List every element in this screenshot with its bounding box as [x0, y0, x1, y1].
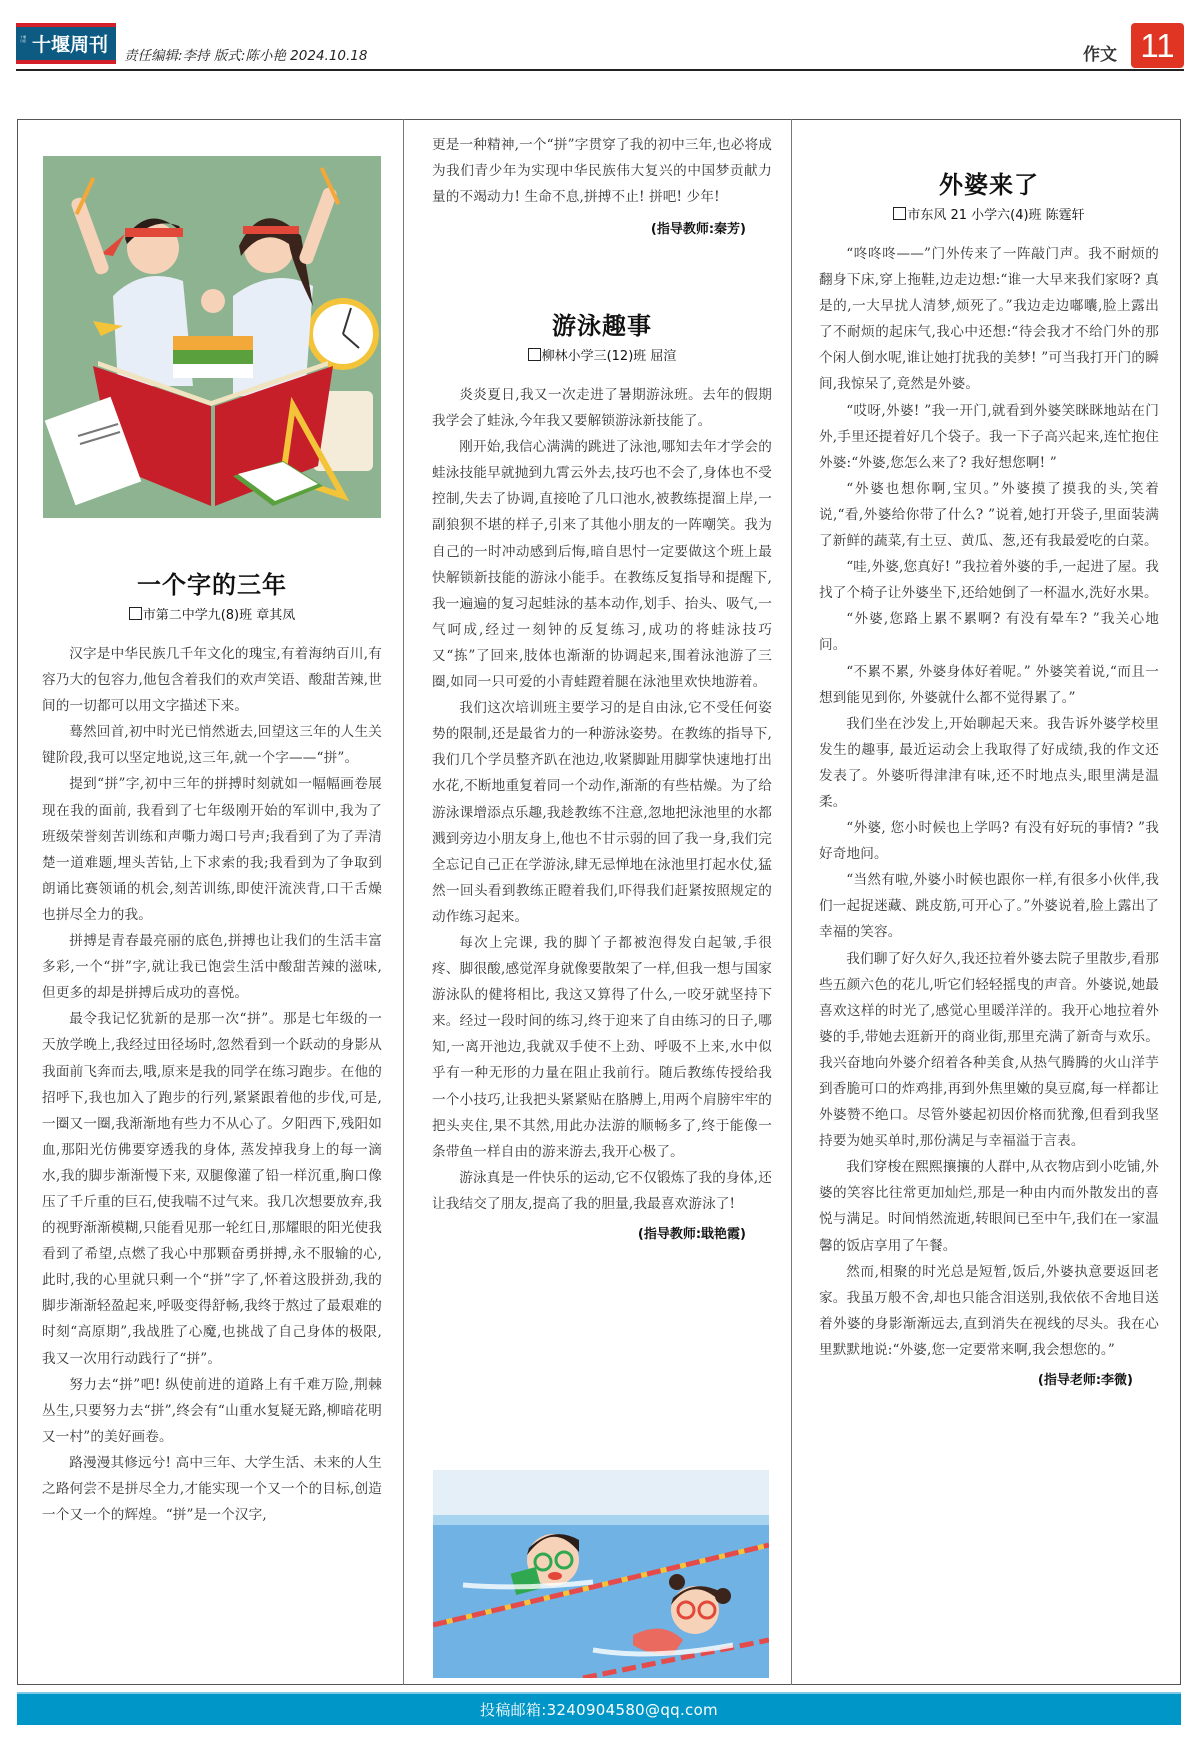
paragraph: 蓦然回首,初中时光已悄然逝去,回望这三年的人生关键阶段,我可以坚定地说,这三年,就一个字——“拼”。 [42, 724, 382, 767]
page-number-badge: 11 [1131, 23, 1184, 68]
article-3 [819, 165, 1159, 1388]
article-title: 游泳趣事 [552, 311, 652, 340]
teacher-credit: (指导老师:李微) [1037, 1373, 1133, 1389]
students-illustration-art [43, 156, 381, 518]
article-byline [432, 345, 772, 364]
paragraph: 刚开始,我信心满满的跳进了泳池,哪知去年才学会的蛙泳技能早就抛到九霄云外去,技巧也不会了,身体也不受控制,失去了协调,直接呛了几口池水,被教练提溜上岸,一副狼狈不堪的样子,引来了其他小朋友的一阵嘲笑。我为自己的一时冲动感到后悔,暗自思忖一定要做这个班上最快解锁新技能的游泳小能手。在教练反复指导和提醒下,我一遍遍的复习起蛙泳的基本动作,划手、抬头、吸气,一气呵成,经过一刻钟的反复练习,成功的将蛙泳技巧又“拣”了回来,肢体也渐渐的协调起来,围着泳池游了三圈,如同一只可爱的小青蛙蹬着腿在泳池里欢快地游着。 [432, 439, 772, 691]
article-body [432, 382, 772, 1217]
article-body [432, 132, 772, 210]
paragraph: 更是一种精神,一个“拼”字贯穿了我的初中三年,也必将成为我们青少年为实现中华民族伟大复兴的中国梦贡献力量的不竭动力! 生命不息,拼搏不止! 拼吧! 少年! [432, 137, 772, 206]
editor-credits: 责任编辑:李持 版式:陈小艳 2024.10.18 [124, 48, 368, 64]
paragraph: 我们坐在沙发上,开始聊起天来。我告诉外婆学校里发生的趣事, 最近运动会上我取得了好成绩,我的作文还发表了。外婆听得津津有味,还不时地点头,眼里满是温柔。 [819, 715, 1159, 810]
section-name: 作文 [1083, 45, 1117, 65]
masthead-small-text: 十堰日报 [20, 35, 27, 43]
article-byline [42, 604, 382, 623]
header-divider [16, 69, 1184, 71]
article-1 [42, 565, 382, 1528]
masthead-logo [16, 23, 116, 64]
byline-box-icon [528, 348, 541, 361]
paragraph: “哇,外婆,您真好! ”我拉着外婆的手,一起进了屋。我找了个椅子让外婆坐下,还给她倒了一杯温水,洗好水果。 [819, 559, 1159, 602]
article-1-continued [432, 132, 772, 237]
paragraph: 游泳真是一件快乐的运动,它不仅锻炼了我的身体,还让我结交了朋友,提高了我的胆量,我最喜欢游泳了! [432, 1169, 772, 1212]
paragraph: “外婆,您路上累不累啊? 有没有晕车? ”我关心地问。 [819, 611, 1159, 654]
teacher-credit: (指导教师:秦芳) [650, 222, 746, 238]
article-title: 外婆来了 [939, 170, 1039, 199]
paragraph: “当然有啦,外婆小时候也跟你一样,有很多小伙伴,我们一起捉迷藏、跳皮筋,可开心了。”外婆说着,脸上露出了幸福的笑容。 [819, 872, 1159, 941]
students-illustration [43, 156, 381, 518]
article-2 [432, 306, 772, 1242]
footer-bar [17, 1692, 1181, 1725]
paragraph: “不累不累, 外婆身体好着呢。” 外婆笑着说,“而且一想到能见到你, 外婆就什么都不觉得累了。” [819, 663, 1159, 706]
byline-box-icon [129, 607, 142, 620]
byline-text: 柳林小学三(12)班 屈渲 [541, 349, 677, 364]
article-body [819, 241, 1159, 1363]
paragraph: “外婆也想你啊,宝贝。”外婆摸了摸我的头,笑着说,“看,外婆给你带了什么? ”说着,她打开袋子,里面装满了新鲜的蔬菜,有土豆、黄瓜、葱,还有我最爱吃的白菜。 [819, 480, 1159, 550]
byline-box-icon [893, 207, 906, 220]
paragraph: 最令我记忆犹新的是那一次“拼”。那是七年级的一天放学晚上,我经过田径场时,忽然看到一个跃动的身影从我面前飞奔而去,哦,原来是我的同学在练习跑步。在他的招呼下,我也加入了跑步的行列,紧紧跟着他的步伐,可是,一圈又一圈,我渐渐地有些力不从心了。夕阳西下,残阳如血,那阳光仿佛要穿透我的身体, 蒸发掉我身上的每一滴水,我的脚步渐渐慢下来, 双腿像灌了铅一样沉重,胸口像压了千斤重的巨石,使我喘不过气来。我几次想要放弃,我的视野渐渐模糊,只能看见那一轮红日,那耀眼的阳光使我看到了希望,点燃了我心中那颗奋勇拼搏,永不服输的心,此时,我的心里就只剩一个“拼”字了,怀着这股拼劲,我的脚步渐渐轻盈起来,呼吸变得舒畅,我终于熬过了最艰难的时刻“高原期”,我战胜了心魔,也挑战了自己身体的极限,我又一次用行动践行了“拼”。 [42, 1011, 382, 1367]
paragraph: 炎炎夏日,我又一次走进了暑期游泳班。去年的假期我学会了蛙泳,今年我又要解锁游泳新技能了。 [432, 387, 772, 430]
swimming-illustration [433, 1470, 769, 1678]
paragraph: 我们穿梭在熙熙攘攘的人群中,从衣物店到小吃铺,外婆的笑容比往常更加灿烂,那是一种由内而外散发出的喜悦与满足。时间悄然流逝,转眼间已至中午,我们在一家温馨的饭店享用了午餐。 [819, 1159, 1159, 1254]
paragraph: 我们聊了好久好久,我还拉着外婆去院子里散步,看那些五颜六色的花儿,听它们轻轻摇曳的声音。外婆说,她最喜欢这样的时光了,感觉心里暖洋洋的。我开心地拉着外婆的手,带她去逛新开的商业街,那里充满了新奇与欢乐。我兴奋地向外婆介绍着各种美食,从热气腾腾的火山洋芋到香脆可口的炸鸡排,再到外焦里嫩的臭豆腐,每一样都让外婆赞不绝口。尽管外婆起初因价格而犹豫,但看到我坚持要为她买单时,那份满足与幸福溢于言表。 [819, 950, 1159, 1150]
column-divider [403, 119, 404, 1685]
paragraph: 汉字是中华民族几千年文化的瑰宝,有着海纳百川,有容乃大的包容力,他包含着我们的欢声笑语、酸甜苦辣,世间的一切都可以用文字描述下来。 [42, 646, 382, 715]
paragraph: 每次上完课, 我的脚丫子都被泡得发白起皱,手很疼、脚很酸,感觉浑身就像要散架了一样,但我一想与国家游泳队的健将相比, 我这又算得了什么,一咬牙就坚持下来。经过一段时间的练习,终于迎来了自由练习的日子,哪知,一离开池边,我就双手使不上劲、呼吸不上来,水中似乎有一种无形的力量在阻止我前行。随后教练传授给我一个小技巧,让我把头紧紧贴在胳膊上,用两个肩膀牢牢的把头夹住,果不其然,用此办法游的顺畅多了,终于能像一条带鱼一样自由的游来游去,我开心极了。 [432, 934, 772, 1160]
paragraph: “哎呀,外婆! ”我一开门,就看到外婆笑眯眯地站在门外,手里还提着好几个袋子。我一下子高兴起来,连忙抱住外婆:“外婆,您怎么来了? 我好想您啊! ” [819, 402, 1159, 471]
paragraph: 然而,相聚的时光总是短暂,饭后,外婆执意要返回老家。我虽万般不舍,却也只能含泪送别,我依依不舍地目送着外婆的身影渐渐远去,直到消失在视线的尽头。我在心里默默地说:“外婆,您一定要常来啊,我会想您的。” [819, 1263, 1159, 1358]
paragraph: 拼搏是青春最亮丽的底色,拼搏也让我们的生活丰富多彩,一个“拼”字,就让我已饱尝生活中酸甜苦辣的滋味,但更多的却是拼搏后成功的喜悦。 [42, 933, 382, 1002]
article-title: 一个字的三年 [137, 570, 287, 599]
article-byline [819, 204, 1159, 223]
paragraph: 我们这次培训班主要学习的是自由泳,它不受任何姿势的限制,还是最省力的一种游泳姿势。在教练的指导下,我们几个学员整齐趴在池边,收紧脚趾用脚掌快速地打出水花,不断地重复着同一个动作,渐渐的有些枯燥。为了给游泳课增添点乐趣,我趁教练不注意,忽地把泳池里的水都溅到旁边小朋友身上,他也不甘示弱的回了我一身,我们完全忘记自己正在学游泳,肆无忌惮地在泳池里打起水仗,猛然一回头看到教练正瞪着我们,吓得我们赶紧按照规定的动作练习起来。 [432, 700, 772, 925]
article-body [42, 641, 382, 1528]
paragraph: 努力去“拼”吧! 纵使前进的道路上有千难万险,荆棘丛生,只要努力去“拼”,终会有“山重水复疑无路,柳暗花明又一村”的美好画卷。 [42, 1376, 382, 1445]
submission-email[interactable]: 投稿邮箱:3240904580@qq.com [480, 1701, 718, 1719]
paragraph: 提到“拼”字,初中三年的拼搏时刻就如一幅幅画卷展现在我的面前, 我看到了七年级刚开始的军训中,我为了班级荣誉刻苦训练和声嘶力竭口号声;我看到了为了弄清楚一道难题,埋头苦钻,上下求索的我;我看到为了争取到朗诵比赛领诵的机会,刻苦训练,即使汗流浃背,口干舌燥也拼尽全力的我。 [42, 776, 382, 923]
teacher-credit: (指导教师:戢艳霞) [637, 1227, 746, 1242]
masthead-title: 十堰周刊 [31, 34, 108, 56]
byline-text: 市东风 21 小学六(4)班 陈霆轩 [907, 208, 1085, 223]
paragraph: “外婆, 您小时候也上学吗? 有没有好玩的事情? ”我好奇地问。 [819, 820, 1159, 863]
column-divider [791, 119, 792, 1685]
swimming-illustration-art [433, 1470, 769, 1678]
byline-text: 市第二中学九(8)班 章其凤 [142, 608, 296, 623]
paragraph: 路漫漫其修远兮! 高中三年、大学生活、未来的人生之路何尝不是拼尽全力,才能实现一个又一个的目标,创造一个又一个的辉煌。“拼”是一个汉字, [42, 1454, 382, 1524]
paragraph: “咚咚咚——”门外传来了一阵敲门声。我不耐烦的翻身下床,穿上拖鞋,边走边想:“谁一大早来我们家呀? 真是的,一大早扰人清梦,烦死了。”我边走边嘟囔,脸上露出了不耐烦的起床气,我心中还想:“待会我才不给门外的那个闲人倒水呢,谁让她打扰我的美梦! ”可当我打开门的瞬间,我惊呆了,竟然是外婆。 [819, 246, 1159, 393]
